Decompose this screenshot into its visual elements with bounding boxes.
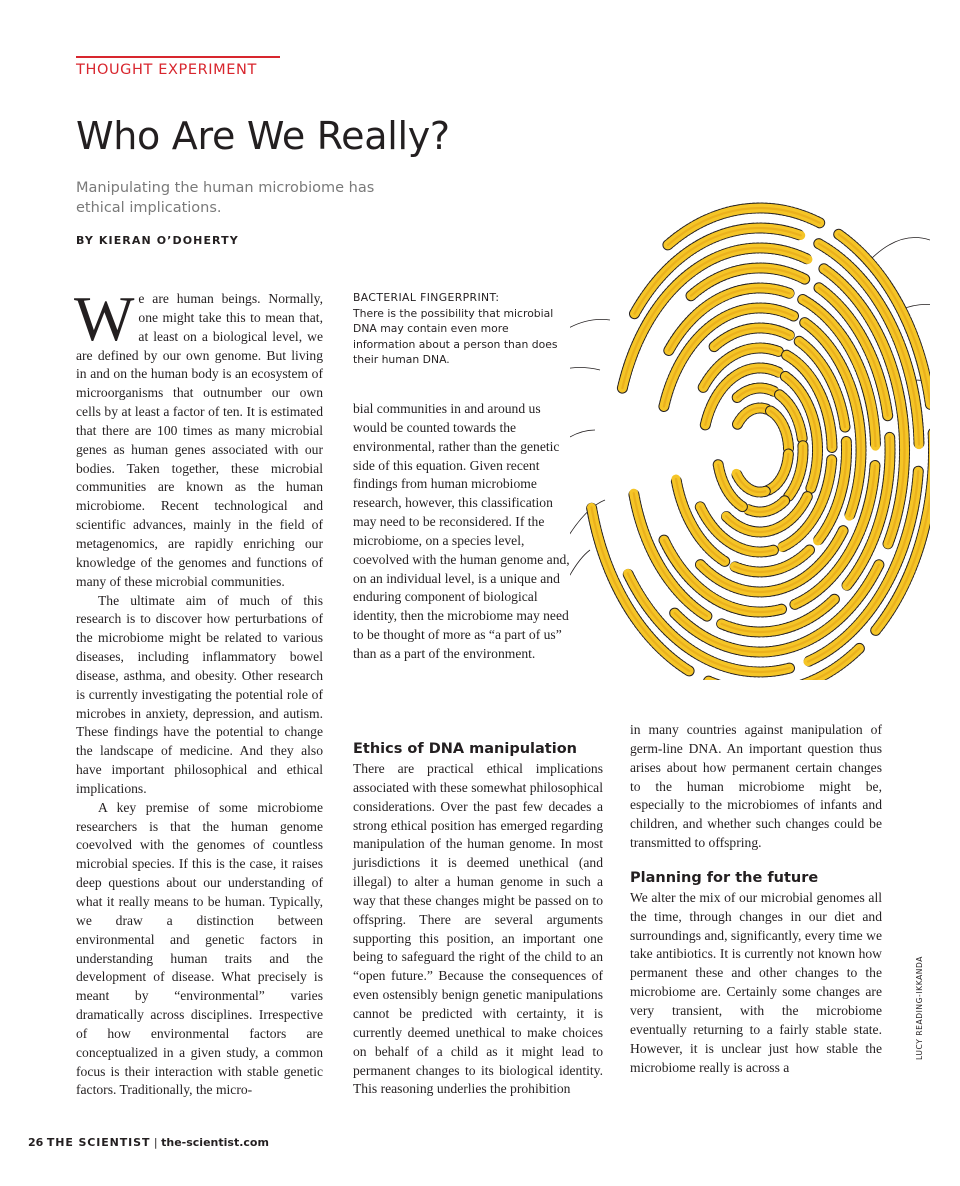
section-rule — [76, 56, 280, 58]
bacteria-ridges — [592, 208, 931, 680]
footer-separator: | — [153, 1136, 158, 1149]
heading-planning: Planning for the future — [630, 869, 819, 886]
flagellum — [570, 319, 610, 350]
paragraph-1 — [74, 283, 323, 592]
magazine-name: THE SCIENTIST — [46, 1136, 151, 1149]
flagellum — [570, 550, 590, 620]
paragraph-ethics: There are practical ethical implications associated with these somewhat philosophical considerations. Over the past few decades a strong ethical position has emerged regarding manipulation of the human genome. In most jurisdictions it is deemed unethical (and illegal) to alter a human genome in such a way that these changes might be passed on to offspring. There are several arguments supporting this position, an important one being to safeguard the right of the child to an “open future.” Because the consequences of even ostensibly benign genetic manipulations cannot be predicted with certainty, it is currently deemed unethical to make choices on behalf of a child as it might lead to permanent changes to its biological identity. This reasoning underlies the prohibition — [353, 761, 603, 1097]
illustration-credit: LUCY READING-IKKANDA — [915, 956, 924, 1060]
drop-cap: W — [74, 283, 135, 354]
section-label: THOUGHT EXPERIMENT — [76, 62, 257, 78]
paragraph-2: The ultimate aim of much of this research is to discover how perturbations of the microbiome might be related to various diseases, including inflammatory bowel disease, asthma, and obesity. Other research is currently investigating the potential role of microbes in anxiety, depression, and autism. These findings have the potential to change the landscape of medicine. And they also have important philosophical and ethical implications. — [76, 592, 323, 796]
caption-text: There is the possibility that microbial DNA may contain even more information about a person than does their human DNA. — [353, 306, 558, 366]
article-title: Who Are We Really? — [76, 114, 450, 158]
flagellum — [570, 430, 595, 470]
paragraph-3: A key premise of some microbiome researchers is that the human genome coevolved with the genomes of countless microbial species. If this is the case, it raises deep questions about our understanding of what it really means to be human. Typically, we draw a distinction between environmental and genetic factors in understanding human traits and the development of disease. What precisely is meant by “environmental” varies dramatically across disciplines. Irrespective of how environmental factors are conceptualized in a given study, a common focus is their interaction with stable genetic factors. Traditionally, the micro- — [76, 799, 323, 1098]
page-number: 26 — [28, 1136, 44, 1149]
figure-caption — [353, 290, 563, 368]
body-column-2-top — [353, 400, 571, 664]
magazine-url: the-scientist.com — [161, 1136, 269, 1149]
body-column-1 — [74, 283, 323, 1100]
bacterium-outline — [676, 479, 725, 561]
paragraph-continuation: bial communities in and around us would be counted towards the environmental, rather than the genetic side of this equation. Given recent findings from human microbiome research, however, this classification may need to be reconsidered. If the microbiome, on a species level, coevolved with the human genome and, on an individual level, is a unique and enduring component of biological identity, then the microbiome may need to be thought of more as “a part of us” than as a part of the environment. — [353, 401, 570, 661]
paragraph-1-text: e are human beings. Normally, one might take this to mean that, at least on a biological level, we are defined by our own genome. But living in and on the human body is an ecosystem of microorganisms that outnumber our own cells by at least a factor of ten. It is estimated that there are 100 times as many microbial genes as human genes associated with our bodies. Taken together, these microbial communities are known as the human microbiome. Recent technological and scientific advances, mainly in the field of metagenomics, are rapidly enriching our knowledge of the genomes and functions of many of these microbial communities. — [76, 291, 323, 589]
bacterial-fingerprint-illustration — [570, 200, 930, 680]
byline: BY KIERAN O’DOHERTY — [76, 234, 239, 247]
page-footer — [28, 1136, 269, 1149]
body-column-2-bottom — [353, 740, 603, 1099]
heading-ethics: Ethics of DNA manipulation — [353, 741, 577, 757]
paragraph-planning: We alter the mix of our microbial genomes all the time, through changes in our diet and surroundings and, significantly, every time we take antibiotics. It is currently not known how permanent these and other changes to the microbiome are. Certainly some changes are very transient, with the microbiome eventually returning to a fairly stable state. However, it is unclear just how stable the microbiome really is across a — [630, 889, 882, 1075]
article-deck: Manipulating the human microbiome has ethical implications. — [76, 180, 375, 216]
flagellum — [570, 368, 600, 391]
paragraph-germline: in many countries against manipulation of germ-line DNA. An important question thus arises about how permanent certain changes to the human microbiome might be, especially to the microbiomes of infants and children, and whether such changes could be transmitted to offspring. — [630, 722, 882, 851]
flagellum — [870, 238, 930, 261]
body-column-3 — [630, 721, 882, 1077]
caption-title: BACTERIAL FINGERPRINT: — [353, 291, 500, 304]
